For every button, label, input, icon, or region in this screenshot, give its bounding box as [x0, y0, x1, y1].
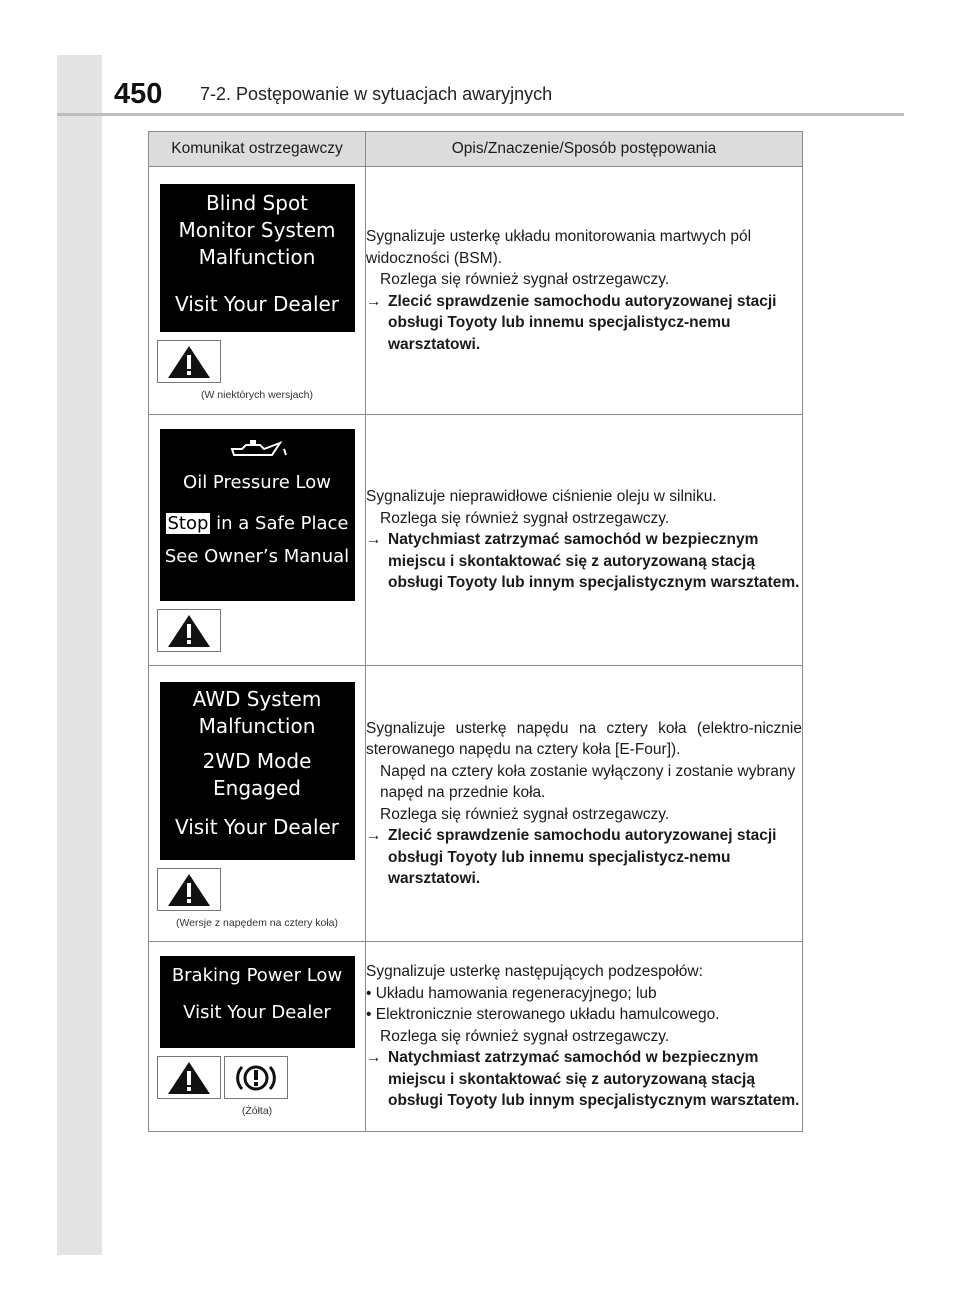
message-cell	[149, 666, 366, 942]
warning-triangle-icon	[157, 868, 221, 911]
section-title: 7-2. Postępowanie w sytuacjach awaryjnych	[200, 84, 553, 104]
screen-line	[160, 989, 355, 999]
description-text: Sygnalizuje usterkę układu monitorowania martwych pól widoczności (BSM).	[366, 228, 752, 267]
description-cell	[366, 666, 803, 942]
screen-line: 2WD Mode	[202, 749, 312, 773]
stop-highlight: Stop	[167, 512, 209, 534]
col-header-message: Komunikat ostrzegawczy	[149, 132, 366, 167]
message-cell	[149, 415, 366, 666]
description-text: Sygnalizuje nieprawidłowe ciśnienie oleju w silniku.	[366, 488, 717, 506]
indicator-row	[149, 609, 365, 652]
table-row	[149, 942, 803, 1132]
sub-text: Rozlega się również sygnał ostrzegawczy.	[380, 1027, 670, 1045]
display-screen-awd	[160, 682, 355, 860]
display-screen-bsm	[160, 184, 355, 332]
screen-line: Visit Your Dealer	[183, 1002, 331, 1023]
warning-triangle-icon	[157, 340, 221, 383]
sub-text: Rozlega się również sygnał ostrzegawczy.	[380, 805, 670, 823]
description-text: Sygnalizuje usterkę napędu na cztery koła (elektro-nicznie sterowanego napędu na cztery koła [E-Four]).	[366, 719, 802, 758]
action-text: → Zlecić sprawdzenie samochodu autoryzowanej stacji obsługi Toyoty lub innemu specjalistycz-nemu warsztatowi.	[366, 827, 777, 887]
warning-messages-table	[148, 131, 803, 1132]
message-cell	[149, 167, 366, 415]
screen-line: Engaged	[213, 776, 301, 800]
indicator-row	[149, 1056, 365, 1099]
action-text: → Natychmiast zatrzymać samochód w bezpiecznym miejscu i skontaktować się z autoryzowaną stacją obsługi Toyoty lub innym specjalistycznym warsztatem.	[366, 1049, 800, 1110]
description-cell	[366, 942, 803, 1132]
brake-warning-icon	[224, 1056, 288, 1099]
description-cell	[366, 415, 803, 666]
row-caption: (Żółta)	[241, 1105, 273, 1117]
sub-text: Rozlega się również sygnał ostrzegawczy.	[380, 509, 670, 527]
screen-line: Oil Pressure Low	[183, 471, 331, 493]
screen-line: AWD System	[192, 687, 322, 711]
message-cell	[149, 942, 366, 1132]
screen-line: Malfunction	[198, 245, 316, 269]
sub-text: Rozlega się również sygnał ostrzegawczy.	[380, 271, 670, 288]
description-cell	[366, 167, 803, 415]
table-row	[149, 415, 803, 666]
row-caption: (Wersje z napędem na cztery koła)	[175, 917, 339, 929]
col-header-description: Opis/Znaczenie/Sposób postępowania	[366, 132, 803, 167]
screen-line: Blind Spot	[205, 191, 309, 215]
page-header	[114, 78, 904, 118]
bullet-item: • Układu hamowania regeneracyjnego; lub	[366, 984, 657, 1002]
action-text: → Natychmiast zatrzymać samochód w bezpiecznym miejscu i skontaktować się z autoryzowaną stacją obsługi Toyoty lub innym specjalistycznym warsztatem.	[366, 531, 800, 592]
header-rule	[57, 113, 904, 116]
screen-line: Malfunction	[198, 714, 316, 738]
table-header-row	[149, 132, 803, 167]
bullet-item: • Elektronicznie sterowanego układu hamulcowego.	[366, 1006, 720, 1024]
display-screen-oil	[160, 429, 355, 601]
table-row	[149, 167, 803, 415]
indicator-row	[149, 340, 365, 383]
screen-line	[160, 802, 355, 814]
screen-line: Visit Your Dealer	[174, 292, 340, 316]
screen-line: Monitor System	[178, 218, 336, 242]
oil-can-icon	[222, 437, 292, 461]
row-caption: (W niektórych wersjach)	[200, 389, 314, 401]
page-number: 450	[114, 78, 163, 110]
display-screen-braking	[160, 956, 355, 1048]
screen-line: Braking Power Low	[171, 965, 343, 986]
description-text: Sygnalizuje usterkę następujących podzespołów:	[366, 963, 703, 981]
side-band	[57, 55, 102, 1255]
table-row	[149, 666, 803, 942]
screen-line: See Owner’s Manual	[164, 545, 350, 567]
screen-line	[160, 271, 355, 291]
sub-text: Napęd na cztery koła zostanie wyłączony i zostanie wybrany napęd na przednie koła.	[380, 762, 796, 801]
screen-line: Stop in a Safe Place	[167, 512, 349, 534]
warning-triangle-icon	[157, 1056, 221, 1099]
warning-triangle-icon	[157, 609, 221, 652]
indicator-row	[149, 868, 365, 911]
action-text: → Zlecić sprawdzenie samochodu autoryzowanej stacji obsługi Toyoty lub innemu specjalistycz-nemu warsztatowi.	[366, 292, 777, 353]
screen-line: Visit Your Dealer	[174, 815, 340, 839]
